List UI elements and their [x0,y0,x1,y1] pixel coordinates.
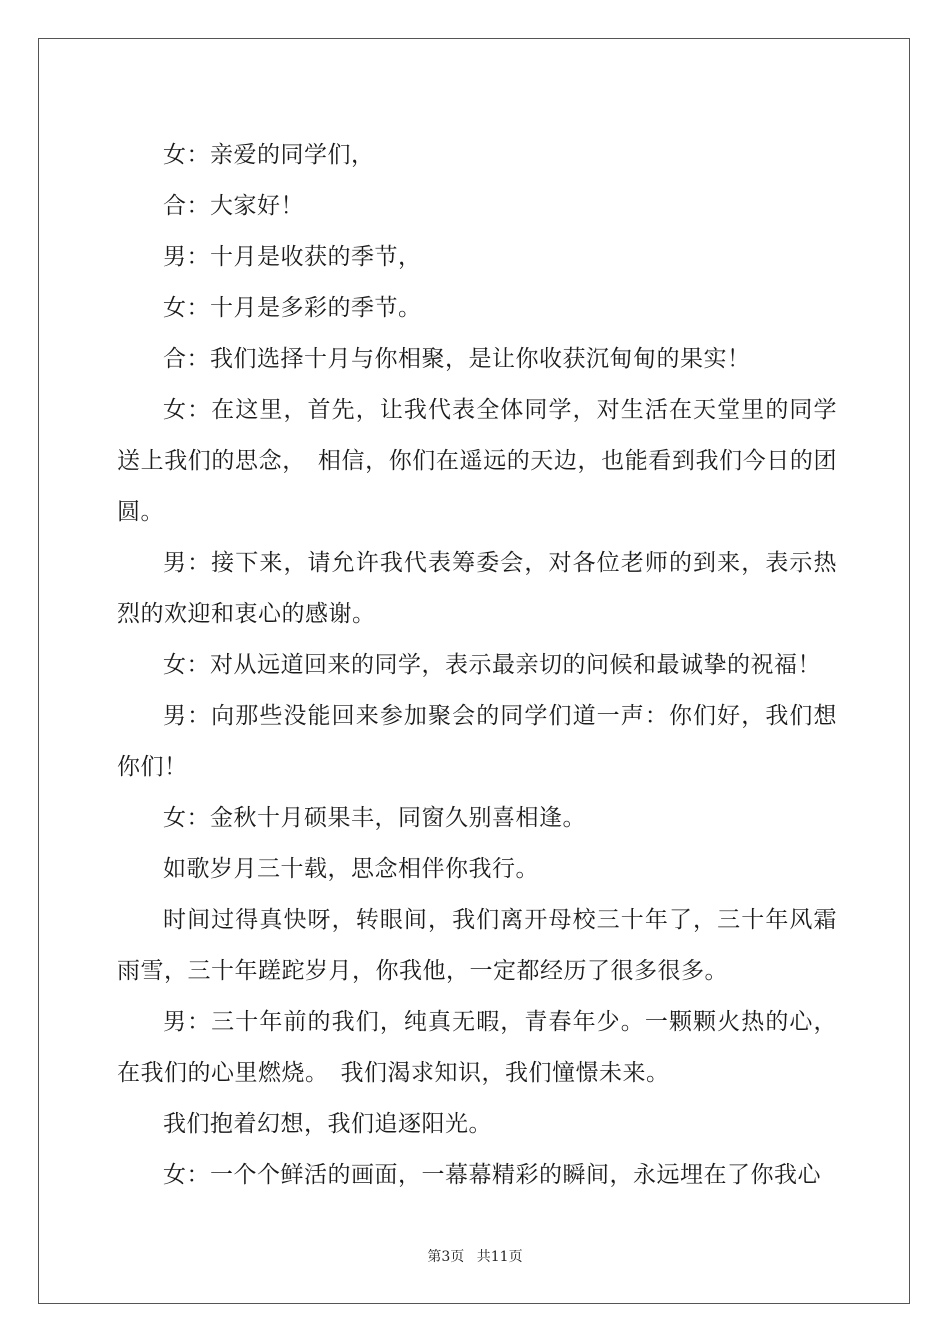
paragraph: 女：一个个鲜活的画面，一幕幕精彩的瞬间，永远埋在了你我心 [163,1162,821,1188]
paragraph: 合：大家好！ [163,193,304,219]
paragraph: 男：三十年前的我们，纯真无暇，青春年少。一颗颗火热的心，在我们的心里燃烧。 我们渴求知识，我们憧憬未来。 [117,1009,837,1086]
paragraph: 女：对从远道回来的同学，表示最亲切的问候和最诚挚的祝福！ [163,652,821,678]
paragraph: 合：我们选择十月与你相聚，是让你收获沉甸甸的果实！ [163,346,751,372]
paragraph: 女：十月是多彩的季节。 [163,295,422,321]
paragraph: 男：十月是收获的季节， [163,244,422,270]
paragraph: 女：在这里，首先，让我代表全体同学，对生活在天堂里的同学送上我们的思念， 相信，你们在遥远的天边，也能看到我们今日的团圆。 [117,397,837,525]
page-number: 第3页 [427,1249,465,1265]
paragraph: 时间过得真快呀，转眼间，我们离开母校三十年了，三十年风霜雨雪，三十年蹉跎岁月，你我他，一定都经历了很多很多。 [117,907,837,984]
paragraph: 女：亲爱的同学们， [163,142,375,168]
paragraph: 女：金秋十月硕果丰，同窗久别喜相逢。 [163,805,586,831]
paragraph: 男：向那些没能回来参加聚会的同学们道一声：你们好，我们想你们！ [117,703,837,780]
page-total: 共11页 [476,1249,523,1265]
paragraph: 男：接下来，请允许我代表筹委会，对各位老师的到来，表示热烈的欢迎和衷心的感谢。 [117,550,837,627]
page-footer [0,1246,950,1266]
paragraph: 我们抱着幻想，我们追逐阳光。 [163,1111,492,1137]
document-body [117,130,837,1201]
paragraph: 如歌岁月三十载，思念相伴你我行。 [163,856,539,882]
